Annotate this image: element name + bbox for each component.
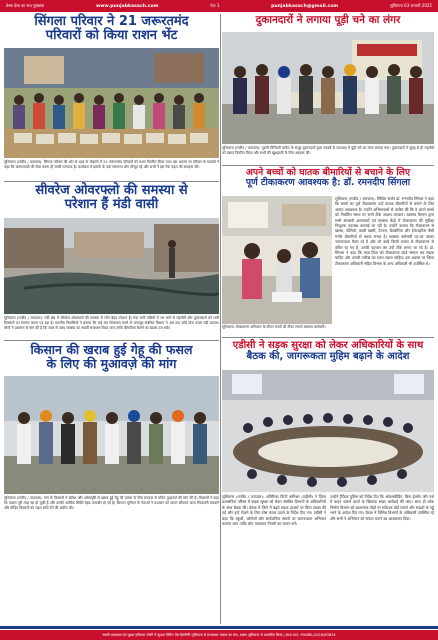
story4-photo bbox=[4, 218, 219, 314]
story1-caption: लुधियाना (राजीव / जयपाल): सिंगला परिवार की ओर से शहर के मोहल्ले में 21 जरूरतमंद परिवारों को राशन वितरित किया गया। इस अवसर पर परिवार के सदस्यों ने कहा कि जरूरतमंदों की सेवा करना ही सच्ची मानवता है। कार्यक्रम में इलाके के कई गणमान्य लोग मौजूद रहे और सभी ने इस नेक पहल की सराहना की। bbox=[4, 160, 219, 169]
story6-headline-line2: बैठक की, जागरूकता मुहिम बढ़ाने के आदेश bbox=[246, 351, 410, 362]
story3-headline-line1: अपने बच्चों को घातक बीमारियों से बचाने के लिए bbox=[245, 167, 411, 178]
divider bbox=[4, 340, 219, 341]
story1-photo bbox=[4, 48, 219, 158]
story6-body-right: उन्होंने ट्रैफिक पुलिस को निर्देश दिए कि ओवरस्पीडिंग, बिना हेलमेट और नशे में वाहन चलाने वालों के खिलाफ सख्त कार्रवाई की जाए। साथ ही लोक निर्माण विभाग को खतरनाक मोड़ों पर संकेतक बोर्ड लगाने और सड़कों के गड्ढे भरने के आदेश दिए गए। बैठक में विभिन्न विभागों के अधिकारी उपस्थित रहे और सभी ने अभियान को सफल बनाने का आश्वासन दिया। bbox=[330, 494, 434, 521]
story4-headline bbox=[4, 184, 219, 213]
story1-headline-line1: सिंगला परिवार ने 21 जरूरतमंद bbox=[34, 14, 189, 29]
story5-body bbox=[4, 518, 219, 624]
story6-photo bbox=[222, 370, 434, 492]
story3-caption: लुधियाना: टीकाकरण अभियान के दौरान बच्चों को टीका लगाते स्वास्थ्य कर्मचारी। bbox=[222, 325, 326, 329]
masthead-bar bbox=[0, 0, 438, 12]
story3-photo bbox=[222, 196, 332, 324]
story2-caption: लुधियाना (राजीव / जयपाल): पूरानी मिलिटरी मार्केट के समूह दुकानदारों द्वारा नववर्ष के उपलक्ष्य में पूड़ी चने का लंगर लगाया गया। दुकानदारों ने सुबह से ही राहगीरों को प्रसाद वितरित किया और सभी की खुशहाली के लिए अरदास की। bbox=[222, 146, 434, 155]
divider bbox=[222, 165, 434, 166]
story6-headline-line1: एडीसी ने सड़क सुरक्षा को लेकर अधिकारियों के साथ bbox=[232, 340, 424, 351]
page-number: पेज 3 bbox=[210, 3, 220, 8]
story5-photo bbox=[4, 376, 219, 494]
story5-headline-line1: किसान की खराब हुई गेहू की फसल bbox=[30, 342, 193, 357]
divider bbox=[222, 337, 434, 338]
footer-rule bbox=[0, 626, 438, 629]
story4-headline-line2: परेशान हैं मंडी वासी bbox=[64, 197, 159, 213]
story2-photo bbox=[222, 32, 434, 144]
story1-headline bbox=[4, 15, 219, 44]
story4-headline-line1: सीवरेज ओवरफ्लो की समस्या से bbox=[35, 183, 188, 198]
website-url[interactable]: www.punjabkasach.com bbox=[96, 3, 159, 9]
story3-headline-line2: पूर्ण टीकाकरण आवश्यक है: डॉ. रमनदीप सिंगला bbox=[245, 177, 411, 189]
story6-headline bbox=[222, 340, 434, 362]
story1-headline-line2: परिवारों को किया राशन भेंट bbox=[45, 28, 178, 44]
imprint-footer bbox=[0, 630, 438, 640]
issue-date: लुधियाना 03 जनवरी 2025 bbox=[389, 3, 432, 8]
divider bbox=[4, 181, 219, 182]
masthead-left: डेस्क देसा का सच मुख्यांक bbox=[6, 3, 45, 8]
story5-caption: लुधियाना (राजीव / जयपाल): गांव के किसानों ने बारिश और ओलावृष्टि से खराब हुई गेहूं की फसल के लिए सरकार से उचित मुआवजे की मांग की है। किसानों ने कहा कि फसल पूरी तरह नष्ट हो चुकी है और उनकी आर्थिक स्थिति बेहद कमजोर हो गई है। किसान यूनियन के नेताओं ने प्रशासन को ज्ञापन सौंपकर जल्द गिरदावरी करवाने और पीड़ित किसानों को राहत राशि देने की अपील की। bbox=[4, 496, 219, 510]
story4-caption: लुधियाना (राजीव / जयपाल): मंडी क्षेत्र में सीवरेज ओवरफ्लो की समस्या से लोग बेहद परेशान हैं। गंदा पानी गलियों में भर जाने से राहगीरों और दुकानदारों को भारी दिक्कतों का सामना करना पड़ रहा है। स्थानीय निवासियों ने बताया कि कई बार शिकायत करने के बावजूद संबंधित विभाग ने अब तक कोई ठोस कदम नहीं उठाया। लोगों ने प्रशासन से मांग की है कि जल्द से जल्द समस्या का स्थायी समाधान किया जाए ताकि बीमारियां फैलने का खतरा टल सके। bbox=[4, 316, 219, 330]
column-divider bbox=[220, 14, 221, 624]
story2-headline: दुकानदारों ने लगाया पूड़ी चने का लंगर bbox=[255, 14, 401, 26]
email-address[interactable]: punjabkasach@gmail.com bbox=[271, 3, 339, 9]
story6-body-left: लुधियाना (राजीव / जयपाल): अतिरिक्त डिप्टी कमिश्नर (एडीसी) ने जिला प्रशासनिक परिसर में सड़क सुरक्षा को लेकर संबंधित विभागों के अधिकारियों के साथ बैठक की। बैठक में जिले में बढ़ते सड़क हादसों पर चिंता व्यक्त की गई और इन्हें रोकने के लिए ठोस कदम उठाने के निर्देश दिए गए। एडीसी ने कहा कि स्कूलों, कॉलेजों और सार्वजनिक स्थानों पर जागरूकता अभियान चलाया जाए ताकि लोग यातायात नियमों का पालन करें। bbox=[222, 494, 326, 526]
imprint-text: स्वामी प्रकाशक एवं मुद्रक हरीलाल जोशी ने सुप्रभा प्रिंटिंग प्रेस हिमगिरि लुधियाना से छपवाकर पंजाब का सच, दफ्तर लुधियाना से प्रकाशित किया | RNI NO. PUNBIL/2016/63634 bbox=[102, 632, 336, 637]
story5-headline-line2: के लिए की मुआवज़े की मांग bbox=[46, 355, 177, 371]
story3-body: लुधियाना (राजीव / जयपाल): सिविल सर्जन डॉ. रमनदीप सिंगला ने कहा कि बच्चों का पूर्ण टीकाकरण उन्हें घातक बीमारियों से बचाने के लिए अत्यंत आवश्यक है। उन्होंने अभिभावकों से अपील की कि वे अपने बच्चों को निर्धारित समय पर सभी टीके अवश्य लगवाएं। स्वास्थ्य विभाग द्वारा सभी सरकारी अस्पतालों एवं स्वास्थ्य केंद्रों में टीकाकरण की सुविधा निःशुल्क उपलब्ध करवाई जा रही है। उन्होंने बताया कि टीकाकरण से खसरा, पोलियो, काली खांसी, टेटनस, डिप्थीरिया और हेपेटाइटिस जैसी गंभीर बीमारियों से बचाव संभव है। स्वास्थ्य कर्मचारी घर-घर जाकर जागरूकता फैला रहे हैं और जो बच्चे किसी कारण से टीकाकरण से वंचित रह गए हैं, उनकी पहचान कर उन्हें टीके लगाए जा रहे हैं। डॉ. सिंगला ने कहा कि माता-पिता को टीकाकरण कार्ड संभाल कर रखना चाहिए और अगली तारीख का ध्यान रखना चाहिए। इस अवसर पर जिला टीकाकरण अधिकारी सहित विभाग के अन्य अधिकारी भी उपस्थित थे। bbox=[335, 196, 434, 266]
story3-headline bbox=[222, 168, 434, 188]
story5-headline bbox=[4, 343, 219, 371]
